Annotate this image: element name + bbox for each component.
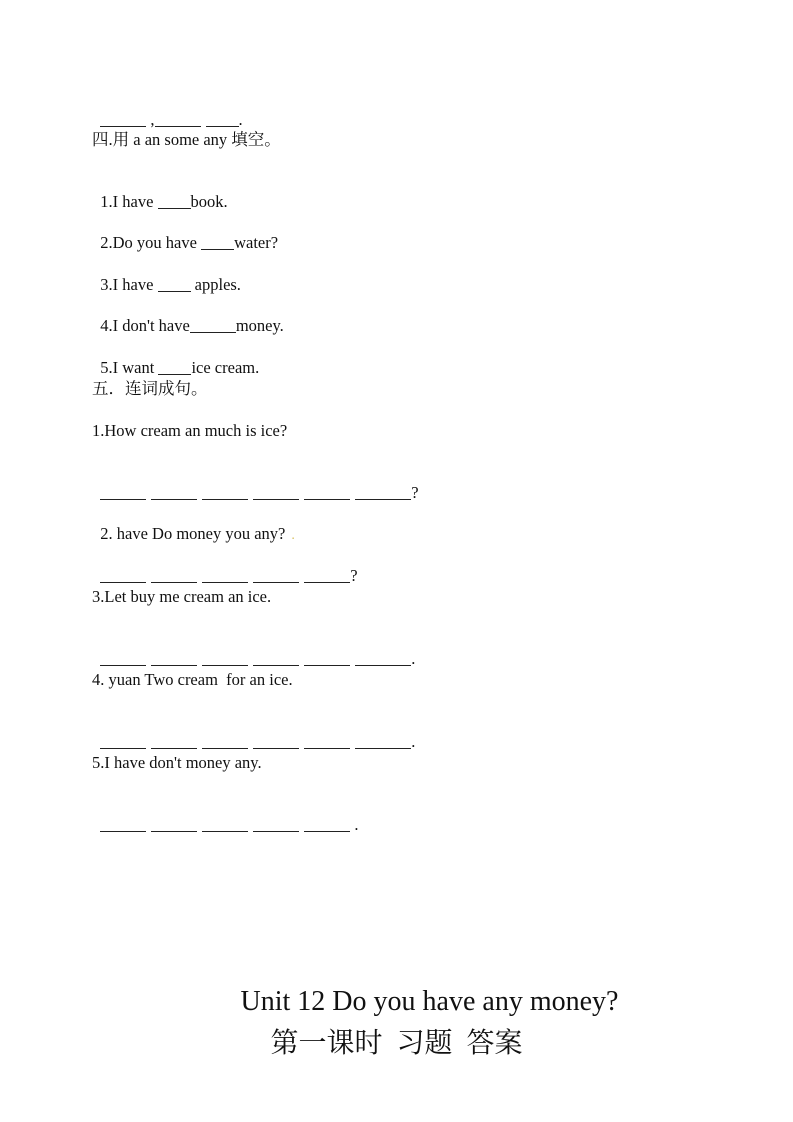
blank[interactable] <box>202 485 248 500</box>
blank[interactable] <box>304 485 350 500</box>
section5-answer-5: . <box>92 795 359 835</box>
blank[interactable] <box>253 734 299 749</box>
blank[interactable] <box>151 817 197 832</box>
blank[interactable] <box>100 568 146 583</box>
blank[interactable] <box>202 817 248 832</box>
blank[interactable] <box>253 485 299 500</box>
blank[interactable] <box>100 485 146 500</box>
blank[interactable] <box>100 112 146 127</box>
answers-title-english: Unit 12 Do you have any money? <box>240 986 619 1017</box>
blank[interactable] <box>206 112 239 127</box>
section5-heading: 五．连词成句。 <box>92 379 208 398</box>
section5-prompt-3: 3.Let buy me cream an ice. <box>92 587 272 606</box>
blank[interactable] <box>253 568 299 583</box>
section5-answer-2: ? <box>92 546 358 586</box>
answers-title-chinese: 第一课时 习题 答案 <box>270 1028 523 1059</box>
section4-item-4: 4.I don't have money. <box>100 316 284 335</box>
blank[interactable] <box>304 734 350 749</box>
blank[interactable] <box>201 235 234 250</box>
blank[interactable] <box>190 318 236 333</box>
blank[interactable] <box>151 485 197 500</box>
blank[interactable] <box>100 817 146 832</box>
section4-item-1: 1.I have book. <box>100 192 228 211</box>
blank[interactable] <box>304 651 350 666</box>
blank[interactable] <box>253 817 299 832</box>
stray-mark: . <box>291 528 295 543</box>
blank[interactable] <box>304 817 350 832</box>
blank[interactable] <box>151 734 197 749</box>
section4-heading: 四.用 a an some any 填空。 <box>92 130 281 149</box>
blank[interactable] <box>253 651 299 666</box>
section5-prompt-1: 1.How cream an much is ice? <box>92 421 288 440</box>
section5-answer-3: . <box>92 629 415 669</box>
blank[interactable] <box>202 734 248 749</box>
section4-item-3: 3.I have apples. <box>100 275 241 294</box>
blank[interactable] <box>158 194 191 209</box>
section5-answer-4: . <box>92 712 415 752</box>
section5-prompt-4: 4. yuan Two cream for an ice. <box>92 670 293 689</box>
section4-item-2: 2.Do you have water? <box>100 233 279 252</box>
blank[interactable] <box>202 568 248 583</box>
blank[interactable] <box>100 651 146 666</box>
blank[interactable] <box>355 734 411 749</box>
blank[interactable] <box>100 734 146 749</box>
section5-prompt-5: 5.I have don't money any. <box>92 753 262 772</box>
blank[interactable] <box>151 651 197 666</box>
blank[interactable] <box>355 651 411 666</box>
section4-item-5: 5.I want ice cream. <box>100 358 260 377</box>
section5-prompt-2: 2. have Do money you any? . <box>100 524 295 543</box>
blank[interactable] <box>202 651 248 666</box>
blank[interactable] <box>355 485 411 500</box>
blank[interactable] <box>158 360 191 375</box>
blank[interactable] <box>155 112 201 127</box>
blank[interactable] <box>151 568 197 583</box>
answer-line-top: , . <box>92 90 243 130</box>
section5-answer-1: ? <box>92 463 419 503</box>
blank[interactable] <box>158 277 191 292</box>
blank[interactable] <box>304 568 350 583</box>
